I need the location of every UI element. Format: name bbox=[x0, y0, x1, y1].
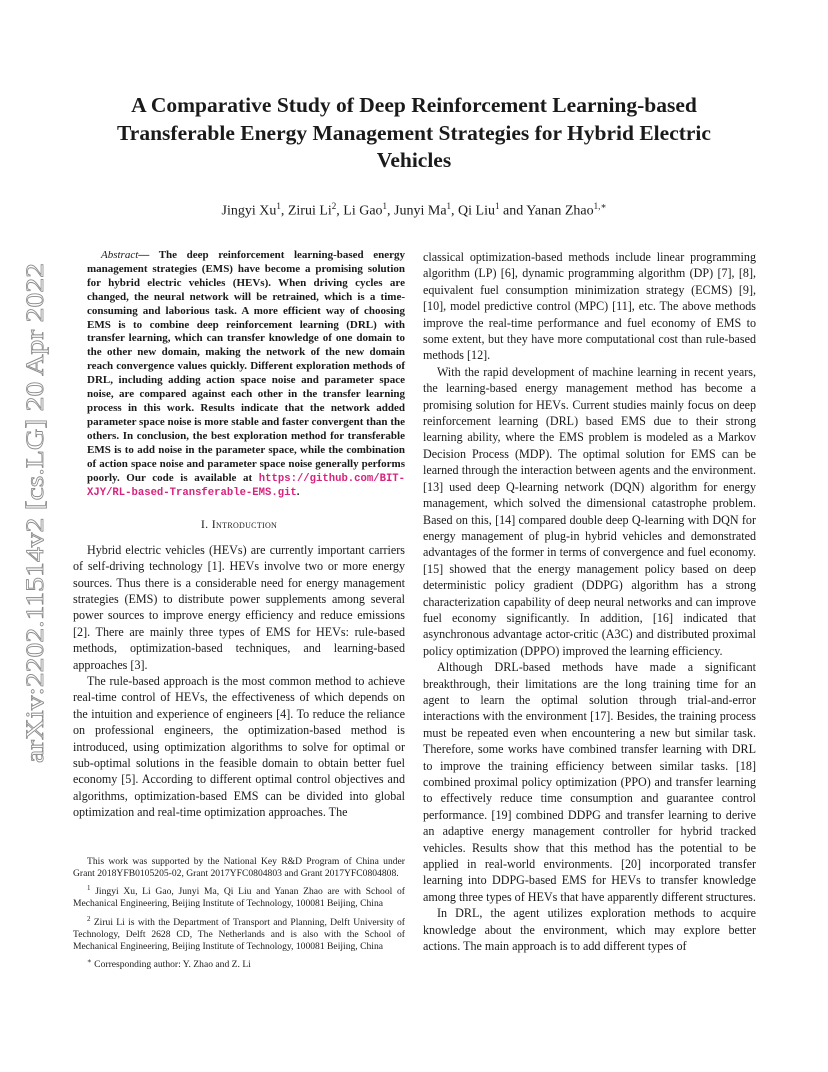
author-separator: , bbox=[387, 203, 395, 219]
arxiv-identifier-stamp bbox=[22, 258, 50, 768]
author-separator: , bbox=[280, 203, 288, 219]
paper-title: A Comparative Study of Deep Reinforcement Learning-based Transferable Energy Management Strategies for Hybrid Electric Vehicles bbox=[117, 93, 711, 172]
left-column-body bbox=[73, 542, 405, 821]
body-paragraph: classical optimization-based methods include linear programming algorithm (LP) [6], dynamic programming algorithm (DP) [7], [8], equivalent fuel consumption minimization strategy (ECMS) [9], [10], model predictive control (MPC) [11], etc. The above methods improve the real-time performance and fuel economy of EMS to some extent, but they have more computational cost than rule-based methods [12]. bbox=[423, 250, 756, 363]
arxiv-stamp-text: arXiv:2202.11514v2 [cs.LG] 20 Apr 2022 bbox=[22, 341, 49, 763]
author-affiliation-mark: 2 bbox=[331, 201, 337, 211]
author-separator: , bbox=[336, 203, 344, 219]
author-affiliation-mark: 1 bbox=[382, 201, 388, 211]
abstract-label: Abstract bbox=[101, 249, 139, 261]
author-name: Jingyi Xu bbox=[221, 203, 277, 219]
body-paragraph: Hybrid electric vehicles (HEVs) are currently important carriers of self-driving technology [1]. HEVs involve two or more energy sources. Thus there is a considerable need for energy management strategies (EMS) to distribute power supplements among several power sources to improve energy efficiency and reduce emissions [2]. There are mainly three types of EMS for HEVs: rule-based methods, optimization-based techniques, and learning-based approaches [3]. bbox=[73, 542, 405, 672]
footnote bbox=[73, 955, 405, 971]
author-separator: , bbox=[451, 203, 459, 219]
abstract-dash: — bbox=[138, 249, 150, 261]
author-list bbox=[88, 197, 740, 221]
abstract bbox=[73, 249, 405, 501]
author-affiliation-mark: 1,∗ bbox=[593, 201, 607, 211]
footnote-text: Corresponding author: Y. Zhao and Z. Li bbox=[94, 959, 251, 971]
left-column bbox=[73, 249, 405, 821]
author-name: Zirui Li bbox=[287, 203, 332, 219]
footnote-text: Jingyi Xu, Li Gao, Junyi Ma, Qi Liu and Yanan Zhao are with School of Mechanical Engineering, Beijing Institute of Technology, 100081 Beijing, China bbox=[73, 886, 405, 910]
footnote-text: This work was supported by the National Key R&D Program of China under Grant 2018YFB0105205-02, Grant 2017YFC0804803 and Grant 2017YFC0804808. bbox=[73, 856, 405, 880]
right-column bbox=[423, 249, 756, 954]
author-name: Qi Liu bbox=[458, 203, 495, 219]
abstract-body: The deep reinforcement learning-based energy management strategies (EMS) have become a promising solution for hybrid electric vehicles (HEVs). When driving cycles are changed, the neural network will be retrained, which is a time-consuming and laborious task. A more efficient way of choosing EMS is to combine deep reinforcement learning (DRL) with transfer learning, which can transfer knowledge of one domain to the other new domain, making the network of the new domain reach convergence values quickly. Different exploration methods of DRL, including adding action space noise and parameter space noise, are compared against each other in the transfer learning process in this work. Results indicate that the network added parameter space noise is more stable and faster convergent than the others. In conclusion, the best exploration method for transferable EMS is to add noise in the parameter space, while the combination of action space noise and parameter space noise generally performs poorly. Our code is available at bbox=[87, 249, 406, 484]
footnote-mark: 2 bbox=[87, 914, 91, 923]
author-name: Yanan Zhao bbox=[526, 203, 594, 219]
footnotes bbox=[73, 856, 405, 973]
footnote bbox=[73, 882, 405, 910]
body-paragraph: With the rapid development of machine learning in recent years, the learning-based energy management method has become a promising solution for HEVs. Current studies mainly focus on deep reinforcement learning (DRL) based EMS due to their strong learning ability, where the EMS problem is modeled as a Markov Decision Process (MDP). The optimal solution for EMS can be learned through the interaction between agents and the environment. [13] used deep Q-learning network (DQN) algorithm for energy management, which solved the dimensional catastrophe problem. Based on this, [14] compared double deep Q-learning with DQN for energy management of plug-in hybrid vehicles and demonstrated advantages of the former in terms of convergence and fuel economy. [15] showed that the energy management policy based on deep deterministic policy gradient (DDPG) algorithm has a strong characterization capability of deep neural networks and can improve fuel economy significantly. In addition, [16] indicated that asynchronous advantage actor-critic (A3C) and distributed proximal policy optimization (DPPO) improved the learning efficiency. bbox=[423, 364, 756, 658]
body-paragraph: Although DRL-based methods have made a significant breakthrough, their limitations are the long training time for an agent to learn the optimal solution through trial-and-error interactions with the environment [17]. Besides, the training process must be repeated even when encountering a new but similar task. Therefore, some works have combined transfer learning with DRL to improve the training efficiency between similar tasks. [18] combined proximal policy optimization (PPO) and transfer learning to effectively reduce time consumption and guarantee control performance. [19] combined DDPG and transfer learning to derive an adaptive energy management controller for hybrid tracked vehicles. Results show that this method has the potential to be applied in real-world environments. [20] incorporated transfer learning into DDPG-based EMS for HEVs to transfer knowledge among three types of HEVs that have apparently different structures. bbox=[423, 660, 756, 904]
author-affiliation-mark: 1 bbox=[446, 201, 452, 211]
footnote-text: Zirui Li is with the Department of Transport and Planning, Delft University of Technology, Delft 2628 CD, The Netherlands and is also with the School of Mechanical Engineering, Beijing Institute of Technology, 100081 Beijing, China bbox=[73, 916, 405, 952]
body-paragraph: In DRL, the agent utilizes exploration methods to acquire knowledge about the environment, which may explore better actions. The main approach is to add different types of bbox=[423, 906, 756, 954]
arxiv-stamp-graphic bbox=[22, 258, 50, 768]
footnote bbox=[73, 856, 405, 880]
author-name: Junyi Ma bbox=[394, 203, 447, 219]
author-affiliation-mark: 1 bbox=[276, 201, 281, 211]
abstract-end-period: . bbox=[296, 486, 300, 499]
section-heading-introduction: I. Introduction bbox=[200, 517, 278, 532]
author-affiliation-mark: 1 bbox=[495, 201, 500, 211]
author-separator: and bbox=[499, 203, 527, 219]
body-paragraph: The rule-based approach is the most common method to achieve real-time control of HEVs, the effectiveness of which depends on the intuition and experience of engineers [4]. To reduce the reliance on professional engineers, the optimization-based method is introduced, using optimization algorithms to solve for optimal or sub-optimal solutions in the feasible domain to obtain better fuel economy [5]. According to different optimal control objectives and algorithms, optimization-based EMS can be divided into global optimization and real-time optimization approaches. The bbox=[73, 673, 405, 820]
footnote-mark: ∗ bbox=[87, 957, 92, 966]
footnote bbox=[73, 913, 405, 953]
code-repository-link[interactable]: https://github.com/BIT-XJY/RL-based-Transferable-EMS.git bbox=[87, 472, 406, 500]
author-name: Li Gao bbox=[343, 203, 383, 219]
footnote-mark: 1 bbox=[87, 884, 91, 893]
